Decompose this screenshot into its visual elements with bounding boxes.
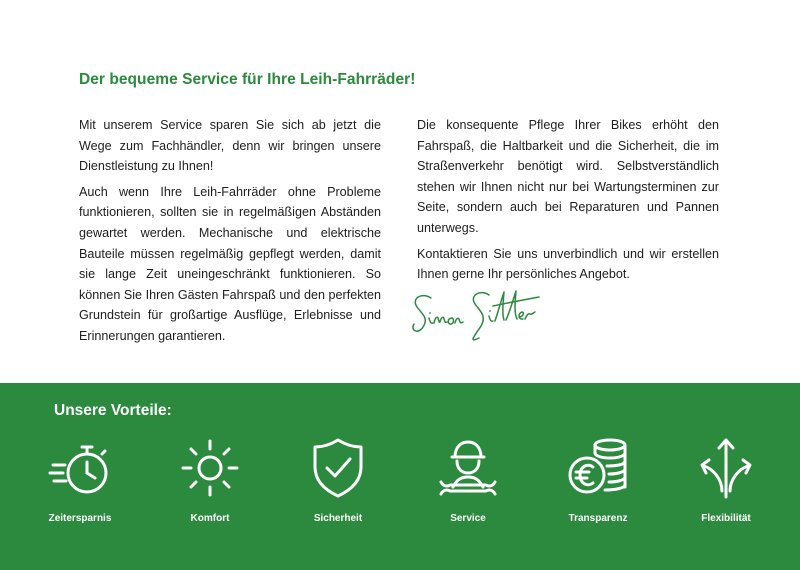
stopwatch-icon [47,435,113,501]
intro-text-right [417,115,719,290]
benefits-band [0,383,800,570]
benefit-label: Komfort [190,513,230,524]
benefit-sicherheit [278,435,398,535]
benefits-title: Unsere Vorteile: [54,402,172,419]
paragraph: Auch wenn Ihre Leih-Fahrräder ohne Probleme funktionieren, sollten sie in regelmäßigen Abständen gewartet werden. Mechanische und elektrische Bauteile müssen regelmäßig gepflegt werden, damit sie lange Zeit uneingeschränkt funktionieren. So können Sie Ihren Gästen Fahrspaß und den perfekten Grundstein für großartige Ausflüge, Erlebnisse und Erinnerungen garantieren. [79,184,381,343]
benefit-label: Zeitersparnis [48,513,112,524]
benefit-label: Transparenz [568,513,628,524]
benefit-zeitersparnis [20,435,140,535]
benefit-label: Flexibilität [701,513,751,524]
mechanic-wrench-icon [435,435,501,501]
paragraph: Kontaktieren Sie uns unverbindlich und wir erstellen Ihnen gerne Ihr persönliches Angebot. [417,246,719,282]
shield-check-icon [305,435,371,501]
page-title: Der bequeme Service für Ihre Leih-Fahrräder! [79,71,416,88]
signature-image [407,286,557,348]
benefit-label: Service [450,513,486,524]
split-arrows-icon [693,435,759,501]
euro-coins-icon [565,435,631,501]
benefit-label: Sicherheit [313,513,363,524]
benefit-flexibilitaet [666,435,786,535]
intro-text-left [79,115,381,352]
benefit-transparenz [538,435,658,535]
benefit-komfort [150,435,270,535]
paragraph: Mit unserem Service sparen Sie sich ab jetzt die Wege zum Fachhändler, denn wir bringen unsere Dienstleistung zu Ihnen! [79,118,381,174]
paragraph: Die konsequente Pflege Ihrer Bikes erhöht den Fahrspaß, die Haltbarkeit und die Sicherheit, die im Straßenverkehr benötigt wird. Selbstverständlich stehen wir Ihnen nicht nur bei Wartungsterminen zur Seite, sondern auch bei Reparaturen und Pannen unterwegs. [417,118,719,235]
benefit-service [408,435,528,535]
sun-icon [177,435,243,501]
